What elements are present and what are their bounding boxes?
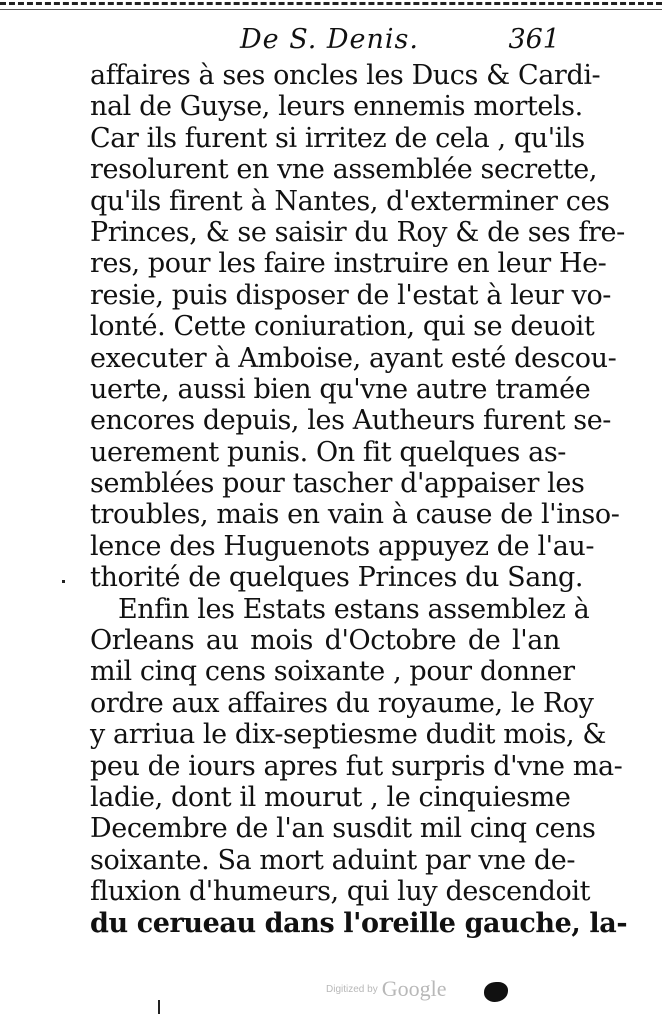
margin-dot	[62, 580, 65, 583]
text-line: ladie, dont il mourut , le cinquiesme	[90, 781, 571, 813]
text-line: encores depuis, les Autheurs furent se-	[90, 405, 611, 437]
body-text	[90, 60, 628, 939]
page-number: 361	[508, 24, 560, 55]
running-head: De S. Denis.	[240, 24, 419, 55]
text-line: res, pour les faire instruire en leur He-	[90, 248, 607, 280]
text-line: peu de iours apres fut surpris d'vne ma-	[90, 750, 623, 782]
text-line: troubles, mais en vain à cause de l'inso-	[90, 499, 620, 531]
text-line: qu'ils firent à Nantes, d'exterminer ces	[90, 185, 610, 217]
text-line: executer à Amboise, ayant esté descou-	[90, 342, 617, 374]
text-line: lence des Huguenots appuyez de l'au-	[90, 530, 595, 562]
text-line: y arriua le dix-septiesme dudit mois, &	[90, 719, 607, 751]
text-line: Orleans au mois d'Octobre de l'an	[90, 625, 560, 657]
text-line: nal de Guyse, leurs ennemis mortels.	[90, 91, 583, 123]
text-line: resie, puis disposer de l'estat à leur vo-	[90, 279, 612, 311]
margin-tick	[158, 1000, 160, 1014]
text-line: semblées pour tascher d'appaiser les	[90, 468, 585, 500]
text-line: Car ils furent si irritez de cela , qu'ils	[90, 122, 585, 154]
text-line: uerement punis. On fit quelques as-	[90, 436, 566, 468]
text-line: soixante. Sa mort aduint par vne de-	[90, 844, 576, 876]
text-line: resolurent en vne assemblée secrette,	[90, 154, 598, 186]
ink-blot	[484, 982, 508, 1002]
google-logo: Google	[381, 976, 447, 1001]
page-header	[90, 24, 560, 60]
paragraph-end-line: thorité de quelques Princes du Sang.	[90, 562, 584, 594]
text-line: fluxion d'humeurs, qui luy descendoit	[90, 876, 591, 908]
text-line: Princes, & se saisir du Roy & de ses fre-	[90, 216, 625, 248]
top-border-rule	[0, 2, 662, 10]
text-line: lonté. Cette coniuration, qui se deuoit	[90, 311, 595, 343]
digitized-label: Digitized by	[326, 983, 378, 995]
text-line: du cerueau dans l'oreille gauche, la-	[90, 907, 628, 939]
text-line: affaires à ses oncles les Ducs & Cardi-	[90, 60, 601, 91]
paragraph-start-line: Enfin les Estats estans assemblez à	[118, 593, 590, 625]
text-line: uerte, aussi bien qu'vne autre tramée	[90, 373, 591, 405]
text-line: Decembre de l'an susdit mil cinq cens	[90, 813, 596, 845]
text-line: mil cinq cens soixante , pour donner	[90, 656, 575, 688]
digitized-by-google-watermark	[326, 974, 446, 1004]
text-line: ordre aux affaires du royaume, le Roy	[90, 687, 594, 719]
